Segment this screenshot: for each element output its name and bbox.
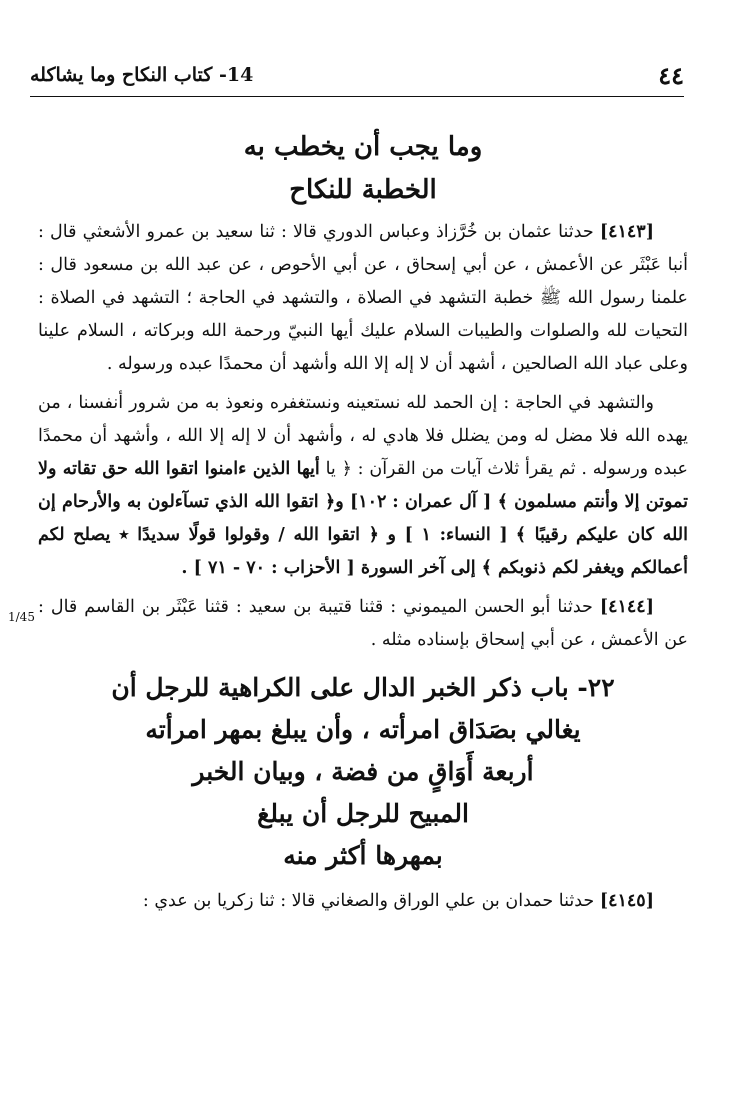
quran-verse: ١٠٢] و﴿ اتقوا الله الذي تسآءلون به والأرحام إن الله كان عليكم رقيبًا ﴾ [38, 492, 689, 545]
text-line: عبد الله بن مسعود قال : علمنا رسول الله ﷺ خطبة التشهد في الصلاة ، والتشهد [38, 255, 688, 308]
chapter-heading-line: ٢٢- باب ذكر الخبر الدال على الكراهية للرجل أن [111, 673, 615, 702]
text-line: حدثنا عثمان بن خُرَّزاذ وعباس الدوري قالا : ثنا سعيد بن عمرو [146, 222, 594, 242]
chapter-heading [38, 667, 688, 877]
hadith-4145 [38, 885, 688, 918]
chapter-heading-line: يغالي بصَدَاق امرأته ، وأن يبلغ بمهر امرأته [145, 715, 581, 744]
section-title: وما يجب أن يخطب به [243, 132, 483, 162]
hadith-number: [٤١٤٥] [599, 891, 654, 911]
tashahhud-paragraph [38, 387, 688, 585]
text-line: الأشعثي قال : أنبا عَبْثَر عن الأعمش ، عن أبي إسحاق ، عن أبي الأحوص ، عن [38, 222, 688, 275]
hadith-number: [٤١٤٣] [599, 222, 654, 242]
text-line: حدثنا حمدان بن علي الوراق والصغاني قالا : ثنا زكريا بن عدي : [142, 891, 595, 911]
text-line: حدثنا أبو الحسن الميموني : قثنا قتيبة بن سعيد : قثنا عَبْثَر بن [141, 597, 593, 617]
running-chapter-title: 14- كتاب النكاح وما يشاكله [30, 64, 254, 86]
chapter-heading-line: بمهرها أكثر منه [283, 841, 443, 870]
page-body [38, 126, 688, 918]
text-line: في الحاجة ؛ التشهد في الصلاة : التحيات لله والصلوات والطيبات السلام عليك أيها [38, 288, 688, 341]
chapter-heading-line: أربعة أَوَاقٍ من فضة ، وبيان الخبر [192, 757, 534, 786]
text-line: والتشهد في الحاجة : إن الحمد لله نستعينه ونستغفره ونعوذ به من شرور [129, 393, 654, 413]
page-number: ٤٤ [658, 60, 684, 90]
quran-verse: لكم ذنوبكم ﴾ إلى آخر السورة [ الأحزاب : ٧٠ - ٧١ ] . [181, 558, 579, 578]
hadith-4143 [38, 216, 688, 381]
section-subtitle: الخطبة للنكاح [289, 175, 437, 205]
text-line: أنفسنا ، من يهده الله فلا مضل له ومن يضلل فلا هادي له ، وأشهد أن لا إله [38, 393, 689, 446]
text-line: إلا الله وأشهد أن محمدًا عبده ورسوله . [106, 354, 389, 374]
quran-verse: [ النساء: ١ ] و ﴿ اتقوا الله / وقولوا قولًا سديدًا ٭ يصلح لكم أعمالكم ويغفر [38, 525, 688, 578]
hadith-4144 [38, 591, 688, 657]
chapter-heading-line: المبيح للرجل أن يبلغ [257, 799, 469, 828]
text-line: القاسم قال : عن الأعمش ، عن أبي إسحاق بإسناده مثله . [38, 597, 688, 650]
margin-page-reference: 1/45 [8, 610, 35, 624]
hadith-number: [٤١٤٤] [599, 597, 654, 617]
header-rule [30, 96, 684, 97]
text-line: النبيّ ورحمة الله وبركاته ، السلام علينا وعلى عباد الله الصالحين ، أشهد أن لا إله [38, 321, 688, 374]
text-line: إلا الله ، وأشهد أن محمدًا عبده ورسوله . ثم يقرأ ثلاث آيات من القرآن : ﴿ يا [38, 426, 688, 479]
quran-verse: أيها الذين ءامنوا اتقوا الله حق تقاته ولا تموتن إلا وأنتم مسلمون ﴾ [ آل عمران : [38, 459, 688, 512]
page-header [30, 58, 684, 92]
